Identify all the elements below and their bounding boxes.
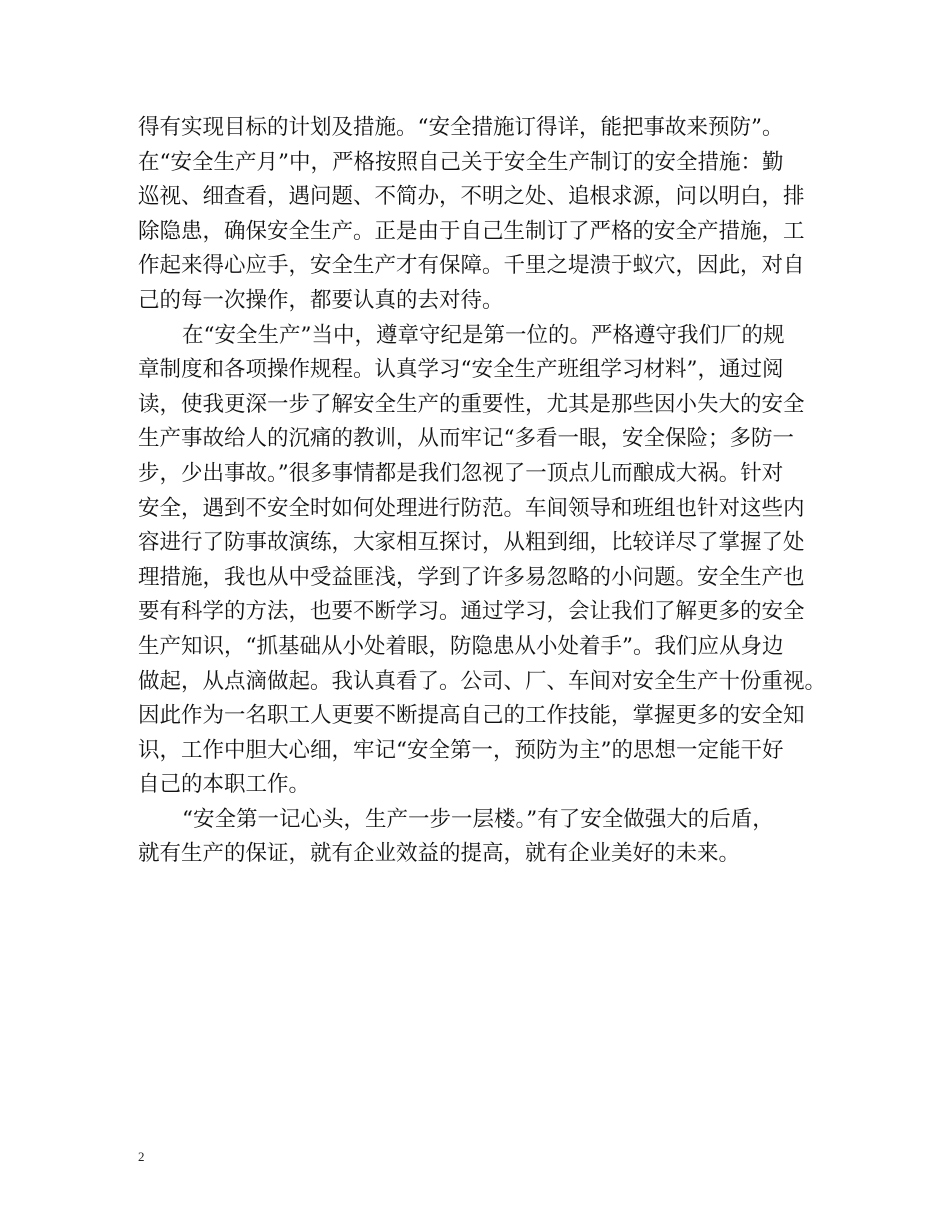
text-line: 因此作为一名职工人更要不断提高自己的工作技能，掌握更多的安全知: [138, 703, 805, 729]
text-line: 生产知识，“抓基础从小处着眼，防隐患从小处着手”。我们应从身边: [138, 633, 784, 659]
text-line: 识，工作中胆大心细，牢记“安全第一，预防为主”的思想一定能干好: [138, 737, 784, 763]
paragraph-start-line: 在“安全生产”当中，遵章守纪是第一位的。严格遵守我们厂的规: [182, 322, 785, 348]
text-line: 巡视、细查看，遇问题、不简办，不明之处、追根求源，问以明白，排: [138, 184, 805, 210]
body-text: [138, 111, 828, 872]
text-line: 读，使我更深一步了解安全生产的重要性，尤其是那些因小失大的安全: [138, 391, 805, 417]
text-line: 己的每一次操作，都要认真的去对待。: [138, 287, 504, 313]
text-line: 自己的本职工作。: [138, 772, 311, 798]
text-line: 得有实现目标的计划及措施。“安全措施订得详，能把事故来预防”。: [138, 115, 784, 140]
text-line: 生产事故给人的沉痛的教训，从而牢记“多看一眼，安全保险；多防一: [138, 426, 794, 452]
text-line: 章制度和各项操作规程。认真学习“安全生产班组学习材料”，通过阅: [138, 357, 784, 383]
text-line: 就有生产的保证，就有企业效益的提高，就有企业美好的未来。: [138, 841, 741, 867]
text-line: 安全，遇到不安全时如何处理进行防范。车间领导和班组也针对这些内: [138, 495, 805, 521]
text-line: 容进行了防事故演练，大家相互探讨，从粗到细，比较详尽了掌握了处: [138, 530, 805, 556]
text-line: 做起，从点滴做起。我认真看了。公司、厂、车间对安全生产十份重视。: [138, 668, 827, 694]
text-line: 作起来得心应手，安全生产才有保障。千里之堤溃于蚁穴，因此，对自: [138, 253, 805, 279]
text-line: 要有科学的方法，也要不断学习。通过学习，会让我们了解更多的安全: [138, 599, 805, 625]
text-line: 步，少出事故。”很多事情都是我们忽视了一顶点儿而酿成大祸。针对: [138, 460, 784, 486]
paragraph-start-line: “安全第一记心头，生产一步一层楼。”有了安全做强大的后盾，: [182, 806, 774, 832]
text-line: 理措施，我也从中受益匪浅，学到了许多易忽略的小问题。安全生产也: [138, 564, 805, 590]
page-number: 2: [138, 1149, 145, 1164]
text-line: 在“安全生产月”中，严格按照自己关于安全生产制订的安全措施：勤: [138, 149, 784, 175]
text-line: 除隐患，确保安全生产。正是由于自己生制订了严格的安全产措施，工: [138, 218, 805, 244]
